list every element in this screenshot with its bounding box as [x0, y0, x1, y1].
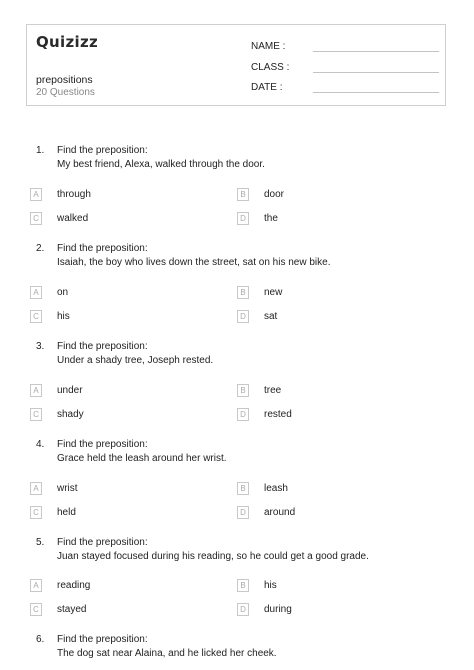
option-text: door — [264, 189, 285, 200]
option-text: stayed — [57, 604, 87, 615]
option-letter: A — [30, 286, 42, 299]
option-text: through — [57, 189, 91, 200]
class-line — [313, 72, 439, 73]
option-letter: B — [237, 579, 249, 592]
worksheet-title: prepositions — [36, 74, 93, 86]
question-number: 4. — [36, 439, 45, 450]
option-letter: A — [30, 384, 42, 397]
option-text: around — [264, 507, 296, 518]
option-text: leash — [264, 483, 288, 494]
option-letter: C — [30, 212, 42, 225]
option-text: reading — [57, 580, 91, 591]
option-text: tree — [264, 385, 282, 396]
option-letter: D — [237, 212, 249, 225]
class-label: CLASS : — [251, 62, 290, 73]
option-text: shady — [57, 409, 84, 420]
question-text: My best friend, Alexa, walked through the door. — [57, 159, 265, 170]
option-text: wrist — [57, 483, 78, 494]
quizizz-logo: Quizizz — [36, 33, 99, 51]
option-text: walked — [57, 213, 89, 224]
option-letter: D — [237, 506, 249, 519]
question-prompt: Find the preposition: — [57, 243, 148, 254]
question-number: 6. — [36, 634, 45, 645]
option-text: on — [57, 287, 69, 298]
question-prompt: Find the preposition: — [57, 145, 148, 156]
option-text: held — [57, 507, 76, 518]
option-letter: A — [30, 188, 42, 201]
option-text: the — [264, 213, 278, 224]
option-text: during — [264, 604, 292, 615]
question-number: 1. — [36, 145, 45, 156]
question-text: The dog sat near Alaina, and he licked her cheek. — [57, 648, 277, 659]
question-prompt: Find the preposition: — [57, 537, 148, 548]
option-letter: A — [30, 482, 42, 495]
name-field[interactable] — [251, 41, 285, 52]
option-letter: C — [30, 408, 42, 421]
question-prompt: Find the preposition: — [57, 341, 148, 352]
date-line — [313, 92, 439, 93]
date-field[interactable] — [251, 82, 282, 93]
option-letter: C — [30, 506, 42, 519]
option-letter: D — [237, 408, 249, 421]
question-text: Under a shady tree, Joseph rested. — [57, 355, 214, 366]
option-text: his — [264, 580, 277, 591]
option-letter: A — [30, 579, 42, 592]
question-text: Isaiah, the boy who lives down the street, sat on his new bike. — [57, 257, 331, 268]
name-label: NAME : — [251, 41, 286, 52]
question-number: 5. — [36, 537, 45, 548]
option-letter: D — [237, 603, 249, 616]
date-label: DATE : — [251, 82, 283, 93]
option-text: rested — [264, 409, 292, 420]
question-number: 3. — [36, 341, 45, 352]
worksheet-header — [26, 24, 446, 106]
option-letter: C — [30, 310, 42, 323]
option-letter: B — [237, 188, 249, 201]
option-letter: B — [237, 384, 249, 397]
option-letter: D — [237, 310, 249, 323]
option-text: new — [264, 287, 283, 298]
option-text: under — [57, 385, 83, 396]
name-line — [313, 51, 439, 52]
question-prompt: Find the preposition: — [57, 439, 148, 450]
question-prompt: Find the preposition: — [57, 634, 148, 645]
question-text: Grace held the leash around her wrist. — [57, 453, 227, 464]
option-text: sat — [264, 311, 278, 322]
option-text: his — [57, 311, 70, 322]
option-letter: B — [237, 482, 249, 495]
question-count: 20 Questions — [36, 87, 95, 98]
class-field[interactable] — [251, 62, 289, 73]
option-letter: C — [30, 603, 42, 616]
question-text: Juan stayed focused during his reading, so he could get a good grade. — [57, 551, 369, 562]
question-number: 2. — [36, 243, 45, 254]
option-letter: B — [237, 286, 249, 299]
